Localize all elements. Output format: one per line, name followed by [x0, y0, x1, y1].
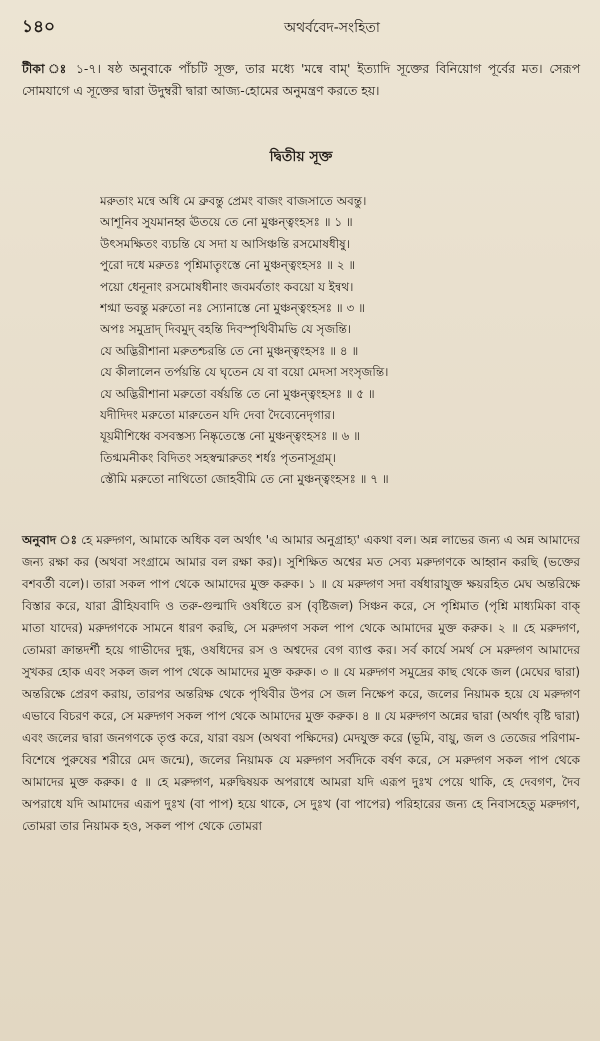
- section-title: দ্বিতীয় সূক্ত: [269, 149, 333, 165]
- verse-line: মরুতাং মন্বে অধি মে ব্রুবন্তু প্রেমং বাজং বাজসাতে অবন্তু।: [100, 194, 367, 208]
- page-header: [22, 14, 580, 44]
- commentary-label: টীকা ঃ: [22, 61, 70, 76]
- commentary-paragraph: [22, 58, 580, 101]
- verse-line: যে অদ্ভিরীশানা মরুতো বর্ষয়ন্তি তে নো মুঞ্চন্ত্বংহসঃ ॥ ৫ ॥: [100, 386, 375, 401]
- verse-line: যে কীলালেন তর্পয়ন্তি যে ঘৃতেন যে বা বয়ো মেদসা সংসৃজন্তি।: [100, 365, 389, 380]
- verse-block: [22, 191, 580, 491]
- running-title: অথর্ববেদ-সংহিতা: [283, 20, 380, 36]
- verse-line: যূয়মীশিধ্বে বসবস্তস্য নিষ্কৃতেস্তে নো মুঞ্চন্ত্বংহসঃ ॥ ৬ ॥: [100, 429, 360, 444]
- verse-line: যে অদ্ভিরীশানা মরুতশ্চরন্তি তে নো মুঞ্চন্ত্বংহসঃ ॥ ৪ ॥: [100, 343, 359, 358]
- verse-line: অপঃ সমুদ্রাদ্ দিবমুদ্ বহন্তি দিবস্পৃথিবীমভি যে সৃজন্তি।: [100, 322, 352, 337]
- verse-line: উৎসমক্ষিতং ব্যচন্তি যে সদা য আসিঞ্চন্তি রসমোষধীষু।: [100, 236, 351, 251]
- commentary-text: ১-৭। ষষ্ঠ অনুবাকে পাঁচটি সূক্ত, তার মধ্যে 'মন্বে বাম্' ইত্যাদি সূক্তের বিনিয়োগ পূর্বের মত। সেরূপ সোমযাগে এ সূক্তের দ্বারা উদুম্বরী দ্বারা আজ্য-হোমের অনুমন্ত্রণ করতে হয়।: [22, 61, 580, 98]
- verse-line: পয়ো ধেনূনাং রসমোষধীনাং জবমর্বতাং কবয়ো য ইন্বথ।: [100, 279, 354, 294]
- translation-paragraph: [22, 529, 580, 837]
- page-number: ১৪০: [22, 17, 56, 37]
- verse-line: পুরো দধে মরুতঃ পৃশ্নিমাতৄংস্তে নো মুঞ্চন্ত্বংহসঃ ॥ ২ ॥: [100, 258, 356, 273]
- verse-line: শগ্মা ভবন্তু মরুতো নঃ স্যোনাস্তে নো মুঞ্চন্ত্বংহসঃ ॥ ৩ ॥: [100, 301, 365, 316]
- verse-line: আশূনিব সুযমানহ্ব ঊতয়ে তে নো মুঞ্চন্ত্বংহসঃ ॥ ১ ॥: [100, 215, 353, 230]
- verse-line: স্তৌমি মরুতো নাথিতো জোহবীমি তে নো মুঞ্চন্ত্বংহসঃ ॥ ৭ ॥: [100, 472, 389, 487]
- verse-line: যদীদিদং মরুতো মারুতেন যদি দেবা দৈব্যেনেদৃগার।: [100, 408, 336, 423]
- verse-line: তিগ্মমনীকং বিদিতং সহস্বন্মারুতং শর্ধঃ পৃতনাসূগ্রম্।: [100, 450, 336, 465]
- translation-text: হে মরুদ্গণ, আমাকে অধিক বল অর্থাৎ 'এ আমার অনুগ্রাহ্য' একথা বল। অন্ন লাভের জন্য এ অন্ন আমাদের জন্য রক্ষা কর (অথবা সংগ্রামে আমার বল রক্ষা কর)। সুশিক্ষিত অশ্বের মত সেব্য মরুদ্গণকে আহ্বান করছি (ভক্তের বশবর্তী বলে)। তারা সকল পাপ থেকে আমাদের মুক্ত করুক। ১ ॥ যে মরুদ্গণ সদা বর্ষধারাযুক্ত ক্ষয়রহিত মেঘ অন্তরিক্ষে বিস্তার করে, যারা ব্রীহিযবাদি ও তরু-গুল্মাদি ওষধিতে রস (বৃষ্টিজল) সিঞ্চন করে, সে পৃশ্নিমাত (পৃশ্নি মাধ্যমিকা বাক্ মাতা যাদের) মরুদ্গণকে সামনে ধারণ করছি, সে মরুদ্গণ সকল পাপ থেকে আমাদের মুক্ত করুক। ২ ॥ হে মরুদ্গণ, তোমরা ক্রান্তদর্শী হয়ে গাভীদের দুগ্ধ, ওষধিদের রস ও অশ্বদের বেগ ব্যাপ্ত কর। সর্ব কার্যে সমর্থ সে মরুদ্গণ আমাদের সুখকর হোক এবং সকল জল পাপ থেকে আমাদের মুক্ত করুক। ৩ ॥ যে মরুদ্গণ সমুদ্রের কাছ থেকে জল (মেঘের দ্বারা) অন্তরিক্ষে প্রেরণ করায়, তারপর অন্তরিক্ষ থেকে পৃথিবীর উপর সে জল নিক্ষেপ করে, জলের নিয়ামক হয়ে যে মরুদ্গণ এভাবে বিচরণ করে, সে মরুদ্গণ সকল পাপ থেকে আমাদের মুক্ত করুক। ৪ ॥ যে মরুদ্গণ অন্নের দ্বারা (অর্থাৎ বৃষ্টি দ্বারা) এবং জলের দ্বারা জনগণকে তৃপ্ত করে, যারা বয়স (অথবা পক্ষিদের) মেদযুক্ত করে (ভূমি, বায়ু, জল ও তেজের পরিণাম-বিশেষে পুরুষের শরীরে মেদ জন্মে), জলের নিয়ামক যে মরুদ্গণ সর্বদিকে বর্ষণ করে, সে মরুদ্গণ সকল পাপ থেকে আমাদের মুক্ত করুক। ৫ ॥ হে মরুদ্গণ, মরুদ্বিষয়ক অপরাধে আমরা যদি এরূপ দুঃখ পেয়ে থাকি, হে দেবগণ, দৈব অপরাধে যদি আমাদের এরূপ দুঃখ (বা পাপ) হয়ে থাকে, সে দুঃখ (বা পাপের) পরিহারের জন্য হে নিবাসহেতু মরুদ্গণ, তোমরা তার নিয়ামক হও, সকল পাপ থেকে তোমরা: [22, 532, 580, 833]
- translation-label: অনুবাদ ঃ: [22, 532, 78, 547]
